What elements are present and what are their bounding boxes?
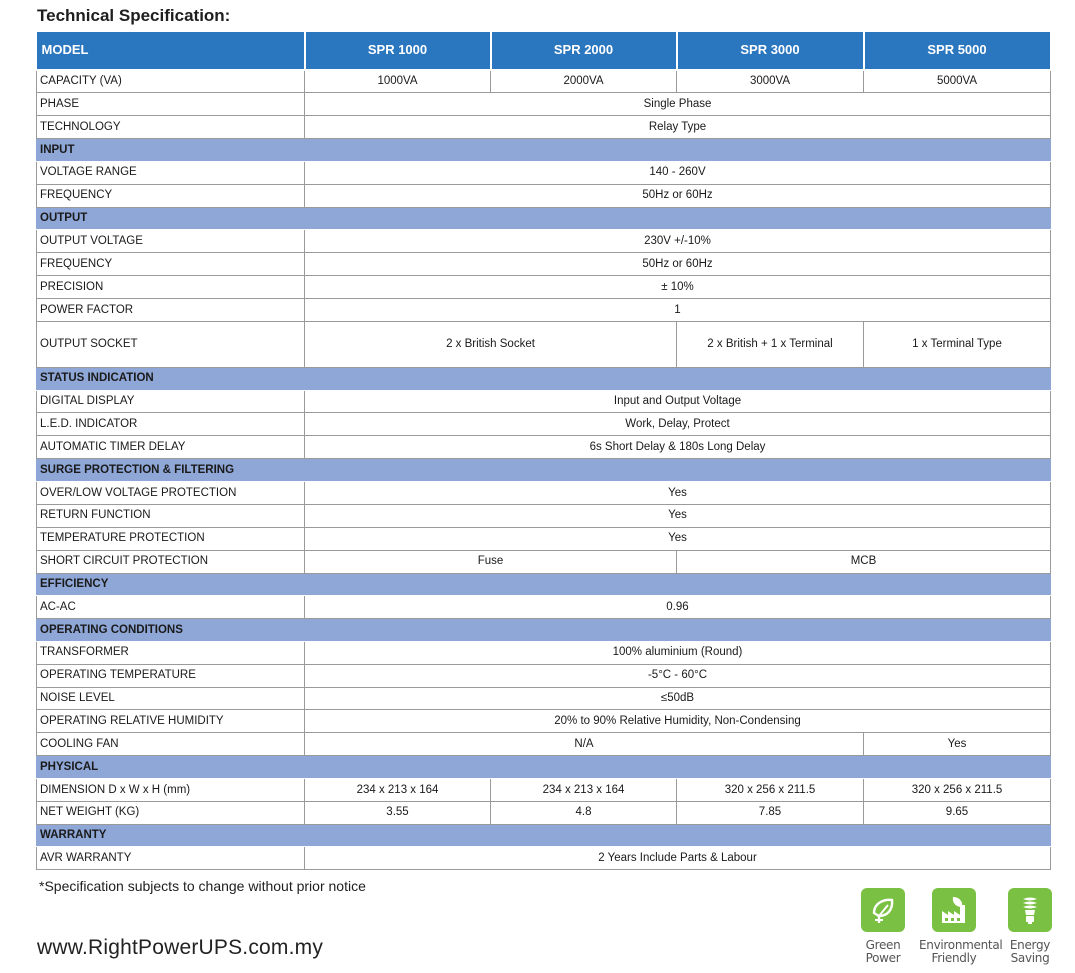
badge-caption: Energy Saving: [1009, 938, 1051, 965]
section-row-status: [37, 367, 1051, 390]
table-row: [37, 436, 1051, 459]
row-label: OUTPUT SOCKET: [37, 321, 305, 367]
footnote: *Specification subjects to change without prior notice: [39, 878, 366, 894]
cell-value: 234 x 213 x 164: [305, 778, 491, 801]
row-label: VOLTAGE RANGE: [37, 161, 305, 184]
row-label: OPERATING TEMPERATURE: [37, 664, 305, 687]
factory-leaf-icon: [932, 888, 976, 932]
cell-value: 5000VA: [864, 70, 1051, 93]
table-row: [37, 596, 1051, 619]
table-row: [37, 778, 1051, 801]
cell-value: Single Phase: [305, 93, 1051, 116]
model-header-spr2000: SPR 2000: [491, 32, 677, 70]
cell-value: Work, Delay, Protect: [305, 413, 1051, 436]
spec-table: [36, 32, 1052, 870]
cell-value: 234 x 213 x 164: [491, 778, 677, 801]
section-heading: PHYSICAL: [37, 756, 1051, 779]
cell-value: 320 x 256 x 211.5: [864, 778, 1051, 801]
row-label: COOLING FAN: [37, 733, 305, 756]
row-label: NOISE LEVEL: [37, 687, 305, 710]
badge-environmental-friendly: [919, 888, 1003, 965]
row-label: AVR WARRANTY: [37, 847, 305, 870]
table-row: [37, 687, 1051, 710]
cell-value: -5°C - 60°C: [305, 664, 1051, 687]
cell-value: 2 x British Socket: [305, 321, 677, 367]
section-heading: EFFICIENCY: [37, 573, 1051, 596]
badge-energy-saving: [995, 888, 1065, 965]
cell-value: Input and Output Voltage: [305, 390, 1051, 413]
section-heading: STATUS INDICATION: [37, 367, 1051, 390]
page-title: Technical Specification:: [37, 6, 231, 25]
cell-value: 1 x Terminal Type: [864, 321, 1051, 367]
row-label: POWER FACTOR: [37, 299, 305, 322]
cell-value: 50Hz or 60Hz: [305, 184, 1051, 207]
table-row: [37, 93, 1051, 116]
cell-value: 6s Short Delay & 180s Long Delay: [305, 436, 1051, 459]
row-label: OVER/LOW VOLTAGE PROTECTION: [37, 481, 305, 504]
section-row-efficiency: [37, 573, 1051, 596]
row-label: TRANSFORMER: [37, 641, 305, 664]
table-row: [37, 733, 1051, 756]
cell-value: ≤50dB: [305, 687, 1051, 710]
row-label: OPERATING RELATIVE HUMIDITY: [37, 710, 305, 733]
row-label: AUTOMATIC TIMER DELAY: [37, 436, 305, 459]
cell-value: Yes: [864, 733, 1051, 756]
cell-value: 1000VA: [305, 70, 491, 93]
badge-caption: Green Power: [865, 938, 901, 965]
table-row: [37, 550, 1051, 573]
cell-value: MCB: [677, 550, 1051, 573]
table-row: [37, 299, 1051, 322]
section-heading: INPUT: [37, 139, 1051, 162]
row-label: SHORT CIRCUIT PROTECTION: [37, 550, 305, 573]
eco-badges: [848, 888, 1063, 970]
cell-value: 230V +/-10%: [305, 230, 1051, 253]
cell-value: 0.96: [305, 596, 1051, 619]
row-label: CAPACITY (VA): [37, 70, 305, 93]
cell-value: 320 x 256 x 211.5: [677, 778, 864, 801]
cell-value: 2 Years Include Parts & Labour: [305, 847, 1051, 870]
table-row: [37, 801, 1051, 824]
row-label: PHASE: [37, 93, 305, 116]
cell-value: Relay Type: [305, 116, 1051, 139]
table-row: [37, 116, 1051, 139]
table-header-row: [37, 32, 1051, 70]
cell-value: Yes: [305, 527, 1051, 550]
badge-green-power: [848, 888, 918, 965]
cell-value: 2 x British + 1 x Terminal: [677, 321, 864, 367]
row-label: AC-AC: [37, 596, 305, 619]
table-row: [37, 161, 1051, 184]
bulb-icon: [1008, 888, 1052, 932]
cell-value: Yes: [305, 504, 1051, 527]
table-row: [37, 413, 1051, 436]
model-header-spr5000: SPR 5000: [864, 32, 1051, 70]
row-label: L.E.D. INDICATOR: [37, 413, 305, 436]
section-row-output: [37, 207, 1051, 230]
table-row: [37, 321, 1051, 367]
table-row: [37, 641, 1051, 664]
table-row: [37, 527, 1051, 550]
table-row: [37, 504, 1051, 527]
model-header: MODEL: [37, 32, 305, 70]
table-row: [37, 253, 1051, 276]
cell-value: 4.8: [491, 801, 677, 824]
table-row: [37, 390, 1051, 413]
row-label: FREQUENCY: [37, 184, 305, 207]
cell-value: 100% aluminium (Round): [305, 641, 1051, 664]
cell-value: 20% to 90% Relative Humidity, Non-Condensing: [305, 710, 1051, 733]
table-row: [37, 184, 1051, 207]
row-label: NET WEIGHT (KG): [37, 801, 305, 824]
section-row-warranty: [37, 824, 1051, 847]
cell-value: Yes: [305, 481, 1051, 504]
cell-value: 2000VA: [491, 70, 677, 93]
row-label: OUTPUT VOLTAGE: [37, 230, 305, 253]
table-row: [37, 481, 1051, 504]
table-row: [37, 276, 1051, 299]
model-header-spr1000: SPR 1000: [305, 32, 491, 70]
table-row: [37, 70, 1051, 93]
section-heading: SURGE PROTECTION & FILTERING: [37, 459, 1051, 482]
section-row-operating: [37, 619, 1051, 642]
cell-value: N/A: [305, 733, 864, 756]
table-row: [37, 847, 1051, 870]
row-label: TEMPERATURE PROTECTION: [37, 527, 305, 550]
table-row: [37, 710, 1051, 733]
website-link[interactable]: www.RightPowerUPS.com.my: [37, 936, 324, 959]
row-label: DIMENSION D x W x H (mm): [37, 778, 305, 801]
cell-value: ± 10%: [305, 276, 1051, 299]
section-row-surge: [37, 459, 1051, 482]
row-label: DIGITAL DISPLAY: [37, 390, 305, 413]
section-heading: OPERATING CONDITIONS: [37, 619, 1051, 642]
table-row: [37, 230, 1051, 253]
cell-value: 50Hz or 60Hz: [305, 253, 1051, 276]
cell-value: 1: [305, 299, 1051, 322]
cell-value: 9.65: [864, 801, 1051, 824]
cell-value: 7.85: [677, 801, 864, 824]
section-heading: WARRANTY: [37, 824, 1051, 847]
row-label: RETURN FUNCTION: [37, 504, 305, 527]
cell-value: 3000VA: [677, 70, 864, 93]
badge-caption: Environmental Friendly: [919, 938, 1003, 965]
plug-leaf-icon: [861, 888, 905, 932]
cell-value: Fuse: [305, 550, 677, 573]
row-label: PRECISION: [37, 276, 305, 299]
row-label: FREQUENCY: [37, 253, 305, 276]
cell-value: 3.55: [305, 801, 491, 824]
section-heading: OUTPUT: [37, 207, 1051, 230]
row-label: TECHNOLOGY: [37, 116, 305, 139]
section-row-input: [37, 139, 1051, 162]
model-header-spr3000: SPR 3000: [677, 32, 864, 70]
table-row: [37, 664, 1051, 687]
section-row-physical: [37, 756, 1051, 779]
cell-value: 140 - 260V: [305, 161, 1051, 184]
